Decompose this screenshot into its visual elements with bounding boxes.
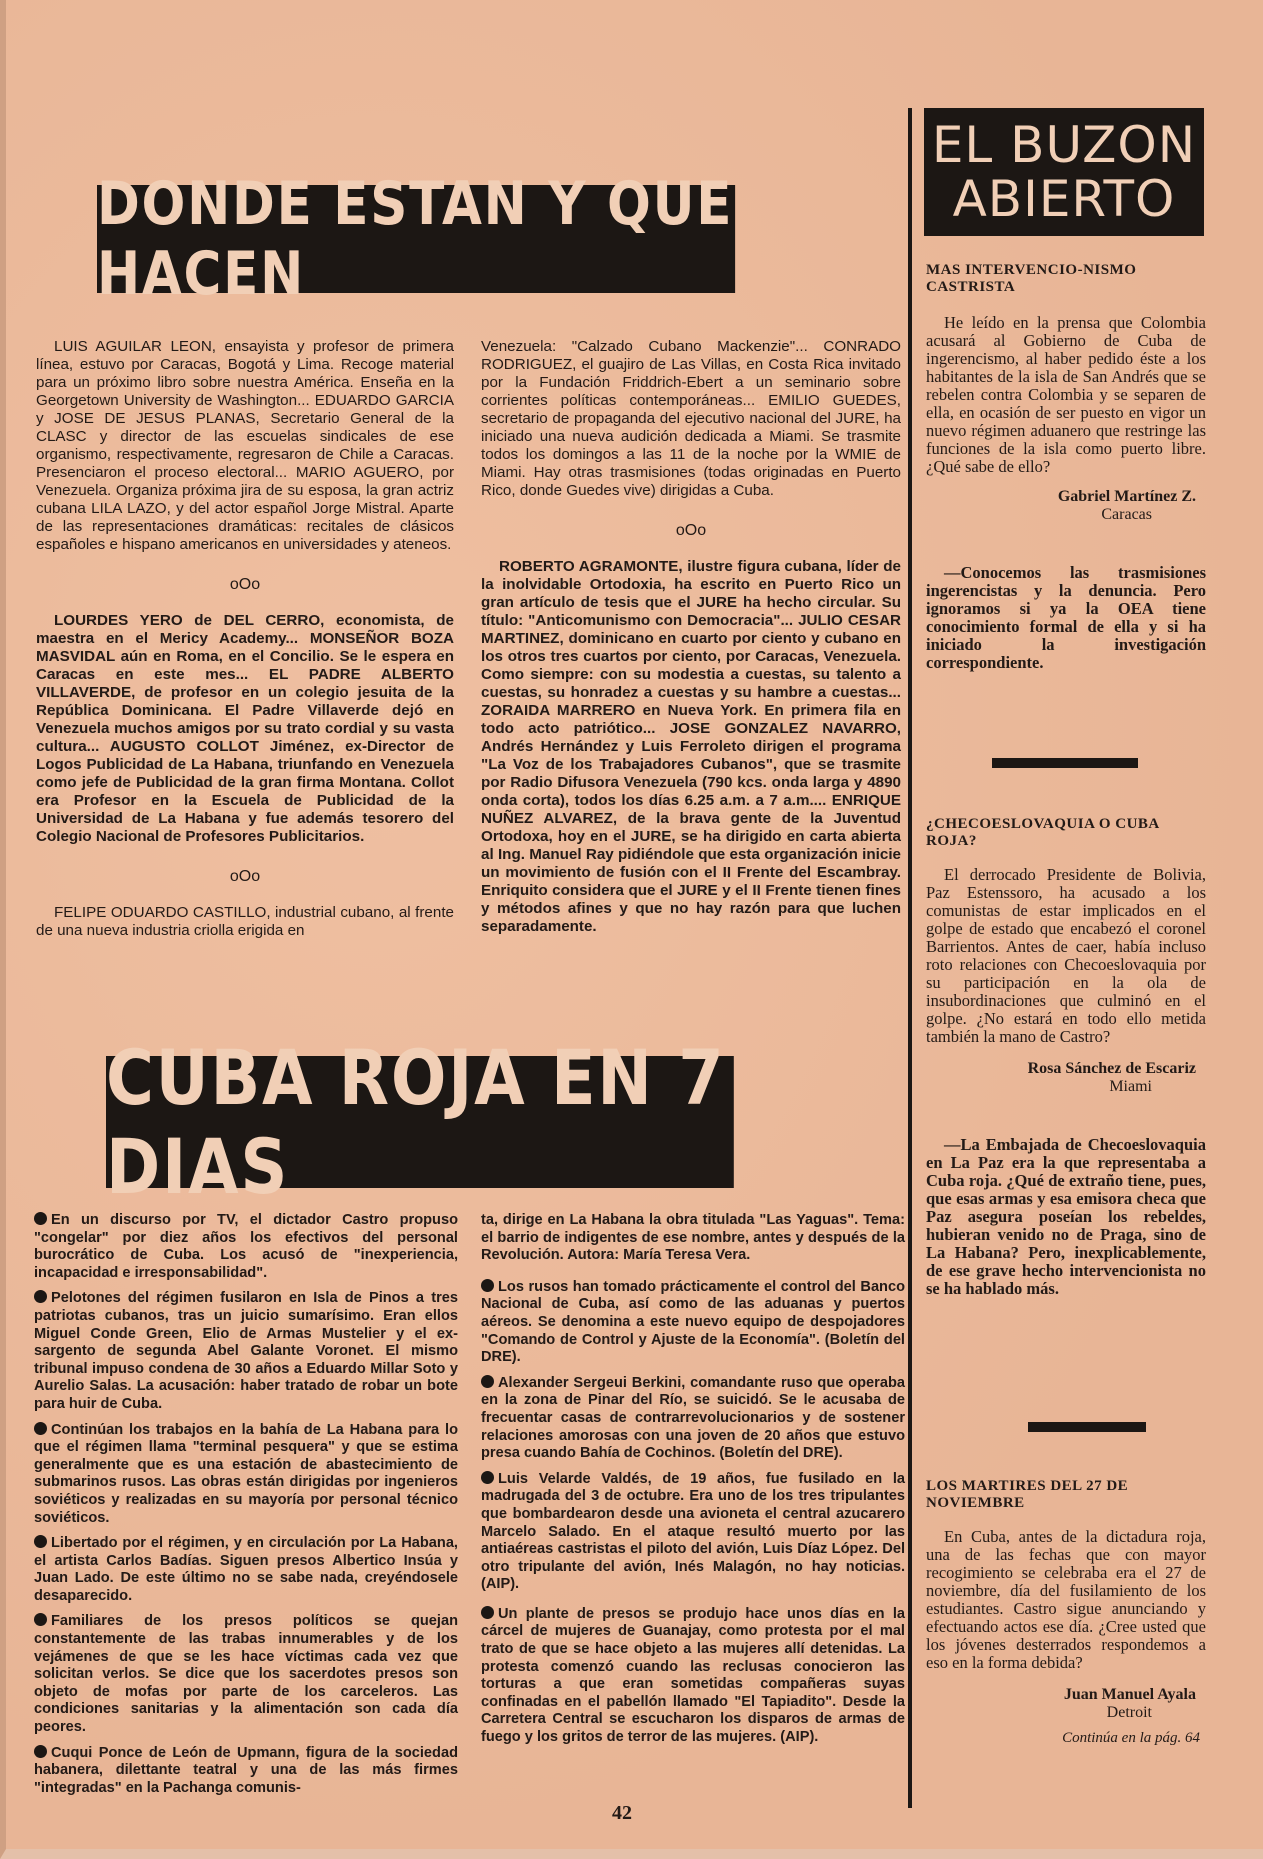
bullet-icon [34,1422,47,1435]
letter-city: Caracas [1101,506,1152,523]
news-item: En un discurso por TV, el dictador Castro propuso "congelar" por diez años los efectivos del personal burocrático de Cuba. Los acusó de "inexperiencia, incapacidad e irresponsabilidad". [34,1212,458,1281]
separator: oOo [675,522,707,539]
bullet-icon [481,1375,494,1388]
bullet-icon [34,1290,47,1303]
buzon-letter-2 [926,816,1206,1298]
separator: oOo [229,868,261,885]
letter-body: He leído en la prensa que Colombia acusará al Gobierno de Cuba de ingerencismo, al haber pedido éste a los habitantes de la isla de San Andrés que se rebelen contra Colombia y se separen de ella, en ocasión de ser puesto en vigor un nuevo régimen aduanero que restringe las funciones de la isla como puerto libre. ¿Qué sabe de ello? [926,313,1206,476]
news-item: Cuqui Ponce de León de Upmann, figura de la sociedad habanera, dilettante teatral y una de las más firmes "integradas" en la Pachanga comunis- [34,1744,458,1796]
buzon-letter-1 [926,262,1206,672]
section-header-donde: DONDE ESTAN Y QUE HACEN [97,169,734,309]
bullet-icon [34,1212,47,1225]
donde-paragraph: Venezuela: "Calzado Cubano Mackenzie"... CONRADO RODRIGUEZ, el guajiro de Las Villas, en Costa Rica invitado por la Fundación Friddrich-Ebert a un seminario sobre corrientes políticas contemporáneas... EMILIO GUEDES, secretario de propaganda del ejecutivo nacional del JURE, ha iniciado una nueva audición dedicada a Miami. Se trasmite todos los domingos a las 11 de la noche por la WMIE de Miami. Hay otras trasmisiones (todas originadas en Puerto Rico, donde Guedes vive) dirigidas a Cuba. [481,338,901,499]
continued-on-page: Continúa en la pág. 64 [1062,1730,1200,1746]
donde-column-1 [36,338,454,948]
news-item: Alexander Sergeui Berkini, comandante ruso que operaba en la zona de Pinar del Río, se suicidó. Se le acusaba de frecuentar casas de contrarrevolucionarios y de sostener relaciones amorosas con una joven de 20 años que estuvo presa cuando Bahía de Cochinos. (Boletín del DRE). [481,1374,905,1462]
letter-city: Detroit [1106,1704,1152,1721]
letter-signature [926,1060,1206,1096]
news-item: Familiares de los presos políticos se quejan constantemente de las trabas innumerables y de los vejámenes de que se les hace víctimas cada vez que solicitan verlos. Se dice que los sacerdotes presos son objeto de mofas por parte de los carceleros. Las condiciones sanitarias y la alimentación son cada día peores. [34,1613,458,1736]
letter-author: Juan Manuel Ayala [1063,1686,1196,1703]
news-item: Continúan los trabajos en la bahía de La Habana para lo que el régimen llama "terminal pesquera" y que se estima generalmente que es una estación de abastecimiento de submarinos rusos. Las obras están dirigidas por ingenieros soviéticos y realizadas en su mayoría por personal técnico soviéticos. [34,1421,458,1526]
news-item: Los rusos han tomado prácticamente el control del Banco Nacional de Cuba, así como de las aduanas y puertos aéreos. Se denomina a este nuevo equipo de despojadores "Comando de Control y Ajuste de la Economía". (Boletín del DRE). [481,1278,905,1366]
buzon-header-line1: EL BUZON [931,116,1197,174]
news-item: Pelotones del régimen fusilaron en Isla de Pinos a tres patriotas cubanos, tras un juicio sumarísimo. Eran ellos Miguel Conde Green, Elio de Armas Mustelier y el ex-sargento de segunda Abel Galante Voronet. El mismo tribunal impuso condena de 30 años a Eduardo Millar Soto y Aurelio Salas. La acusación: haber tratado de robar un bote para huir de Cuba. [34,1290,458,1412]
letter-city: Miami [1109,1078,1152,1095]
news-item: Luis Velarde Valdés, de 19 años, fue fusilado en la madrugada del 3 de octubre. Era uno de los tres tripulantes que bombardearon desde una avioneta el central azucarero Marcelo Salado. En el ataque resultó muerto por las antiaéreas castristas el piloto del avión, Luis Díaz López. Del otro tripulante del avión, Inés Malagón, no hay noticias. (AIP). [481,1470,905,1593]
donde-column-2 [481,338,901,944]
letter-author: Gabriel Martínez Z. [1057,488,1196,505]
news-item: Un plante de presos se produjo hace unos días en la cárcel de mujeres de Guanajay, como protesta por el mal trato de que se hace objeto a las mujeres allí detenidas. La protesta comenzó cuando las reclusas conocieron las torturas a que eran sometidas compañeras suyas confinadas en el pabellón llamado "El Tapiadito". Desde la Carretera Central se escucharon los disparos de armas de fuego y los gritos de terror de las mujeres. (AIP). [481,1605,905,1746]
separator: oOo [229,576,261,593]
letter-title: MAS INTERVENCIO-NISMO CASTRISTA [926,262,1137,295]
editor-reply: —Conocemos las trasmisiones ingerencistas y la denuncia. Pero ignoramos si ya la OEA tiene conocimiento formal de ella y si ha iniciado la investigación correspondiente. [926,563,1206,672]
cuba-column-2 [481,1212,905,1755]
page-number: 42 [612,1802,632,1824]
letter-title: LOS MARTIRES DEL 27 DE NOVIEMBRE [926,1478,1129,1511]
letter-body: El derrocado Presidente de Bolivia, Paz Estenssoro, ha acusado a los comunistas de estar implicados en el golpe de estado que encabezó el coronel Barrientos. Antes de caer, había incluso roto relaciones con Checoeslovaquia por su participación en la ola de insubordinaciones que culminó en el golpe. ¿No estará en todo ello metida también la mano de Castro? [926,865,1206,1046]
donde-paragraph: FELIPE ODUARDO CASTILLO, industrial cubano, al frente de una nueva industria criolla erigida en [36,904,454,939]
letter-signature [926,1686,1206,1722]
donde-paragraph: LUIS AGUILAR LEON, ensayista y profesor de primera línea, estuvo por Caracas, Bogotá y Lima. Recoge material para un próximo libro sobre nuestra América. Enseña en la Georgetown University de Washington... EDUARDO GARCIA y JOSE DE JESUS PLANAS, Secretario General de la CLASC y director de las escuelas sindicales de ese organismo, respectivamente, regresaron de Chile a Caracas. Presenciaron el proceso electoral... MARIO AGUERO, por Venezuela. Organiza próxima jira de su esposa, la gran actriz cubana LILA LAZO, y del actor español Jorge Mistral. Aparte de las representaciones dramáticas: recitales de clásicos españoles e hispano americanos en universidades y ateneos. [36,338,454,553]
bullet-icon [34,1535,47,1548]
news-item: Libertado por el régimen, y en circulación por La Habana, el artista Carlos Badías. Siguen presos Albertico Insúa y Juan Lado. De este último no se sabe nada, creyéndosele desaparecido. [34,1535,458,1604]
editor-reply: —La Embajada de Checoeslovaquia en La Paz era la que representaba a Cuba roja. ¿Qué de extraño tiene, pues, que esas armas y esa emisora checa que Paz asegura poseían los rebeldes, hubieran venido no de Praga, sino de La Habana? Pero, inexplicablemente, de ese grave hecho intervencionista no se ha hablado más. [926,1135,1206,1298]
letter-body: En Cuba, antes de la dictadura roja, una de las fechas que con mayor recogimiento se celebraba era el 27 de noviembre, día del fusilamiento de los estudiantes. Castro sigue anunciando y efectuando actos ese día. ¿Cree usted que los jóvenes desterrados respondemos a eso en la forma debida? [926,1527,1206,1672]
buzon-letter-3 [926,1478,1206,1747]
cuba-column-1 [34,1212,458,1805]
donde-paragraph: LOURDES YERO de DEL CERRO, economista, de maestra en el Mericy Academy... MONSEÑOR BOZA MASVIDAL aún en Roma, en el Concilio. Se le espera en Caracas en este mes... EL PADRE ALBERTO VILLAVERDE, de profesor en un colegio jesuita de la República Dominicana. El Padre Villaverde dejó en Venezuela muchos amigos por su trato cordial y su vasta cultura... AUGUSTO COLLOT Jiménez, ex-Director de Logos Publicidad de La Habana, triunfando en Venezuela como jefe de Publicidad de la gran firma Montana. Collot era Profesor en la Escuela de Publicidad de la Universidad de La Habana y fue además tesorero del Colegio Nacional de Profesores Publicitarios. [36,612,454,845]
bullet-icon [481,1279,494,1292]
letter-signature [926,488,1206,524]
letter-author: Rosa Sánchez de Escariz [1027,1060,1196,1077]
section-rule [992,758,1138,768]
letter-title: ¿CHECOESLOVAQUIA O CUBA ROJA? [926,816,1159,849]
news-item-continued: ta, dirige en La Habana la obra titulada "Las Yaguas". Tema: el barrio de indigentes de ese nombre, antes y después de la Revolución. Autora: María Teresa Vera. [481,1212,905,1264]
bullet-icon [34,1745,47,1758]
buzon-header-line2: ABIERTO [952,170,1176,228]
buzon-header [924,108,1204,236]
bullet-icon [481,1471,494,1484]
column-divider [908,108,912,1808]
section-rule [1028,1422,1146,1432]
donde-paragraph: ROBERTO AGRAMONTE, ilustre figura cubana, líder de la inolvidable Ortodoxia, ha escrito en Puerto Rico un gran artículo de tesis que el JURE ha hecho circular. Su título: "Anticomunismo con Democracia"... JULIO CESAR MARTINEZ, dominicano en cuarto por ciento y cubano en los otros tres cuartos por ciento, por Caracas, Venezuela. Como siempre: con su modestia a cuestas, su talento a cuestas, su honradez a cuestas y su hambre a cuestas... ZORAIDA MARRERO en Nueva York. En primera fila en todo acto patriótico... JOSE GONZALEZ NAVARRO, Andrés Hernández y Luis Ferroleto dirigen el programa "La Voz de los Trabajadores Cubanos", que se trasmite por Radio Difusora Venezuela (790 kcs. onda larga y 4890 onda corta), todos los días 6.25 a.m. a 7 a.m.... ENRIQUE NUÑEZ ALVAREZ, de la brava gente de la Juventud Ortodoxa, hoy en el JURE, se ha dirigido en carta abierta al Ing. Manuel Ray pidiéndole que esta organización inicie un movimiento de fusión con el II Frente del Escambray. Enriquito considera que el JURE y el II Frente tienen fines y métodos afines y que no hay razón para que luchen separadamente. [481,558,901,935]
bullet-icon [34,1613,47,1626]
section-header-cuba: CUBA ROJA EN 7 DIAS [106,1056,734,1188]
bullet-icon [481,1606,494,1619]
